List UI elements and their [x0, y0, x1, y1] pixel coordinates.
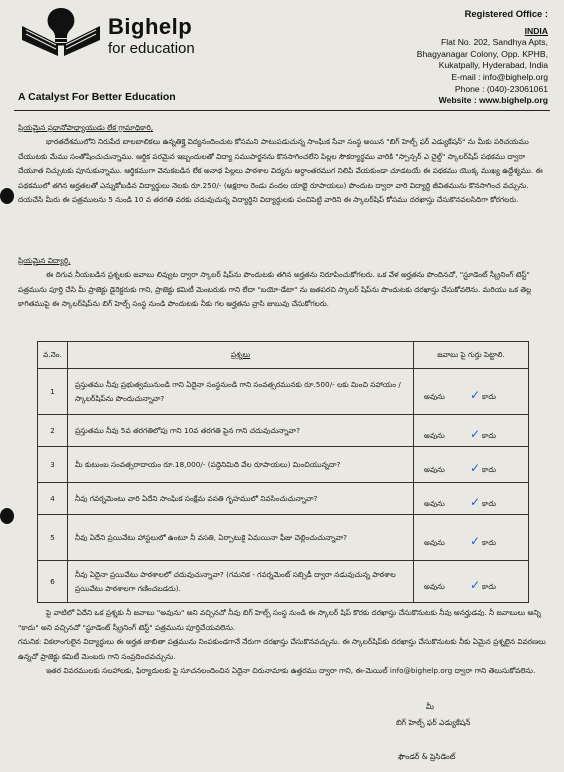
office-address-line: Kukatpally, Hyderabad, India	[438, 60, 548, 71]
no-option[interactable]: కాదు	[482, 430, 497, 440]
row-question: నీవు ఏదేని ప్రయివేటు హాస్టలులో ఉంటూ నీ వసతి, ఏర్పాటుకై ఏమయినా ఫీజు చెల్లించుచున్నావా?	[68, 515, 414, 561]
yes-option[interactable]: అవును	[424, 430, 445, 440]
header-questions: ప్రశ్నలు	[68, 342, 414, 369]
row-question: మీ కుటుంబ సంవత్సరాదాయం రూ.18,000/- (పద్దెనిమిది వేల రూపాయలు) మించియున్నదా?	[68, 447, 414, 483]
bighelp-logo	[18, 4, 113, 60]
signature-organisation: బిగ్ హెల్ప్ ఫర్ ఎడ్యుకేషన్	[396, 718, 471, 727]
row-question: ప్రస్తుతము నీవు ప్రభుత్వమునుండి గాని ఏదైనా సంస్థనుండి గాని సంవత్సరమునకు రూ.500/- లకు మించి సహాయం / స్కాలర్‌షిప్‌ను పొందుచున్నావా?	[68, 369, 414, 415]
office-website: Website : www.bighelp.org	[438, 95, 548, 106]
table-row	[38, 561, 529, 603]
yes-option[interactable]: అవును	[424, 498, 445, 508]
table-row	[38, 415, 529, 447]
row-number: 5	[38, 515, 68, 561]
registered-office-block	[348, 8, 548, 107]
row-question: నీవు ఏదైనా ప్రయివేటు పాఠశాలలో చదువుచున్నావా? (గమనిక - గవర్నమెంట్ సబ్సిడీ ద్వారా నడువుచున్న పాఠశాల ప్రయివేటు పాఠశాలగా గణించబడదు).	[68, 561, 414, 603]
book-lightbulb-icon	[18, 4, 113, 60]
punch-hole	[0, 508, 14, 524]
office-title: Registered Office :	[464, 8, 548, 19]
instructions-paragraph: ఈ దిగువ నీయబడిన ప్రశ్నలకు జవాబు లివ్వుట ద్వారా స్కాలర్ షిప్‌ను పొందుటకు తగిన అర్హతను నిరూపించుకోగలరు. ఒక వేళ అర్హతను పొందినచో, "స్టూడెంట్ స్క్రీనింగ్ టెస్ట్" పత్రమును పూర్తి చేసి మీ ప్రాజెక్టు డైరెక్టరుకు గాని, ప్రాజెక్టు కమిటీ మెంబరుకు గాని లేదా "బయో-డేటా" ను జతపరచి స్కాలర్ షిప్‌ను పొందుటకు దరఖాస్తు చేసుకోవలెను. మరియు ఒక తెల్ల కాగితముపై ఈ స్కాలర్‌షిప్‌ను బిగ్ హెల్ప్ సంస్థ నుండి పొందుటకు నీకు గల అర్హతను వ్రాసి జుబువు చేసుకోగలరు.	[18, 270, 532, 308]
brand-name: Bighelp	[108, 14, 193, 39]
row-answer-options[interactable]	[414, 415, 529, 447]
punch-hole	[0, 188, 14, 204]
table-row	[38, 483, 529, 515]
row-number: 2	[38, 415, 68, 447]
row-question: నీవు గవర్నమెంటు వారి ఏదేని సాంఘిక సంక్షేమ వసతి గృహములో నివసించుచున్నావా?	[68, 483, 414, 515]
yes-option[interactable]: అవును	[424, 464, 445, 474]
yes-option[interactable]: అవును	[424, 391, 445, 401]
office-address-line: Bhagyanagar Colony, Opp. KPHB,	[416, 48, 548, 59]
no-option[interactable]: కాదు	[482, 391, 497, 401]
row-answer-options[interactable]	[414, 483, 529, 515]
salutation-student: ప్రియమైన విద్యార్థి,	[18, 256, 71, 265]
no-option[interactable]: కాదు	[482, 464, 497, 474]
signature-designation: ఫౌండర్ & ప్రెసిడెంట్	[398, 752, 456, 761]
checkmark-icon: ✓	[470, 426, 481, 441]
header-divider	[14, 110, 550, 111]
row-question: ప్రస్తుతము నీవు 5వ తరగతిలోపు గాని 10వ తరగతి పైన గాని చదువుచున్నావా?	[68, 415, 414, 447]
yes-option[interactable]: అవును	[424, 581, 445, 591]
tagline: A Catalyst For Better Education	[18, 91, 176, 103]
no-option[interactable]: కాదు	[482, 498, 497, 508]
checkmark-icon: ✓	[470, 460, 481, 475]
checkmark-icon: ✓	[470, 387, 481, 402]
office-address-line: Flat No. 202, Sandhya Apts,	[440, 37, 548, 48]
signature-yours: మీ	[426, 702, 434, 711]
header-answer: జవాబు పై గుర్తు పెట్టాలి.	[414, 342, 529, 369]
checkmark-icon: ✓	[470, 577, 481, 592]
row-answer-options[interactable]	[414, 447, 529, 483]
salutation-headmaster: ప్రియమైన ప్రధానోపాధ్యాయుడు లేక గ్రామాధికారి,	[18, 123, 154, 132]
intro-paragraph: భారతదేశములోని నిరుపేద బాలబాలికలు ఉన్నతిక్తై విద్యనందించుట కోసమని పాటుపడుచున్న సాంఘిక సేవా సంస్థ అయిన "బిగ్ హెల్ప్ ఫర్ ఎడ్యుకేషన్" ను మీకు పరిచయము చేయుటకు మేము సంతోషించుచున్నాము. ఆర్థిక పరమైన ఇబ్బందులతో విద్యా సముపార్జనను కొనసాగించలేని పిల్లల సౌకర్యార్థము వారికి "స్పాన్సర్ ఎ చైల్డ్" స్కాలర్‌షిప్ పథకము ద్వారా చేయూత నిచ్చుటకు పూనుకున్నాము. ఆర్థికముగా వెనుకబడిన లేక అనాథ పిల్లలు పాఠశాల విద్యను అర్ధాంతరముగ నిలిపి వేయకుండా చూడటయే ఈ పథకము యొక్క ముఖ్య ఉద్దేశ్యము. ఈ పథకములో తగిన అర్హతలతో ఎన్నుకోబడిన విద్యార్థులు నెలకు రూ.250/- (అక్షరాల రెండు వందల యాభై రూపాయలు) పొందుట ద్వారా వారి విద్యార్థి జీవితమును కొనసాగించ వచ్చును. దయచేసి మీరు ఈ పత్రములను 5 నుండి 10 వ తరగతి వరకు చదువుచున్న విద్యార్థిని విద్యార్థులకు పంచిపెట్టి వారిని ఈ స్కాలర్‌షిప్ కోసము దరఖాస్తు చేసుకొనవలసిదిగా కోరగలరు.	[18, 137, 543, 204]
contact-paragraph: ఇతర వివరములకు సలహాలకు, ఫిర్యాదులకు పై సూచనలందించిన ఏదైనా చిరునామాకు ఉత్తరము ద్వారా గాని, ఈ-మెయిల్ info@bighelp.org ద్వారా గాని తెలుసుకోవలెను.	[46, 666, 536, 675]
no-option[interactable]: కాదు	[482, 537, 497, 547]
table-header-row	[38, 342, 529, 369]
table-row	[38, 447, 529, 483]
row-number: 6	[38, 561, 68, 603]
eligibility-questions-table	[37, 341, 529, 603]
row-answer-options[interactable]	[414, 515, 529, 561]
eligibility-note-paragraph: పై వాటిలో ఏదేని ఒక ప్రశ్నకు నీ జవాబు "అవును" అని వచ్చినచో నీవు బిగ్ హెల్ప్ సంస్థ నుండి ఈ స్కాలర్ షిప్ కొరకు దరఖాస్తు చేసుకొనుటకు నీవు అనర్హుడవు. నీ జవాబులు అన్ని "కాదు" అని వచ్చినచో "స్టూడెంట్ స్క్రీనింగ్ టెస్ట్" పత్రమును పూర్తిచేయవలెను.	[18, 608, 541, 632]
office-email: E-mail : info@bighelp.org	[451, 71, 548, 82]
row-number: 3	[38, 447, 68, 483]
disabled-students-note: గమనిక: వికలాంగులైన విద్యార్థులు ఈ అర్హత జాబితా పత్రమును నింపకుండగానే నేరుగా దరఖాస్తు చేసుకొనవచ్చును. ఈ స్కాలర్‌షిప్‌కు దరఖాస్తు చేసుకొనుటకు నీకు ఏమైన ప్రశ్నలైన వివరణలు ఉన్నచో ప్రాజెక్టు కమిటీ మెంబరు గాని సంప్రదించవచ్చును.	[18, 637, 546, 661]
office-phone: Phone : (040)-23061061	[454, 83, 548, 94]
row-answer-options[interactable]	[414, 369, 529, 415]
checkmark-icon: ✓	[470, 533, 481, 548]
checkmark-icon: ✓	[470, 494, 481, 509]
row-number: 1	[38, 369, 68, 415]
header-serial-no: వ.నెం.	[38, 342, 68, 369]
no-option[interactable]: కాదు	[482, 581, 497, 591]
table-row	[38, 515, 529, 561]
row-number: 4	[38, 483, 68, 515]
brand-subtitle: for education	[108, 40, 195, 57]
row-answer-options[interactable]	[414, 561, 529, 603]
yes-option[interactable]: అవును	[424, 537, 445, 547]
office-country: INDIA	[524, 25, 548, 36]
table-row	[38, 369, 529, 415]
